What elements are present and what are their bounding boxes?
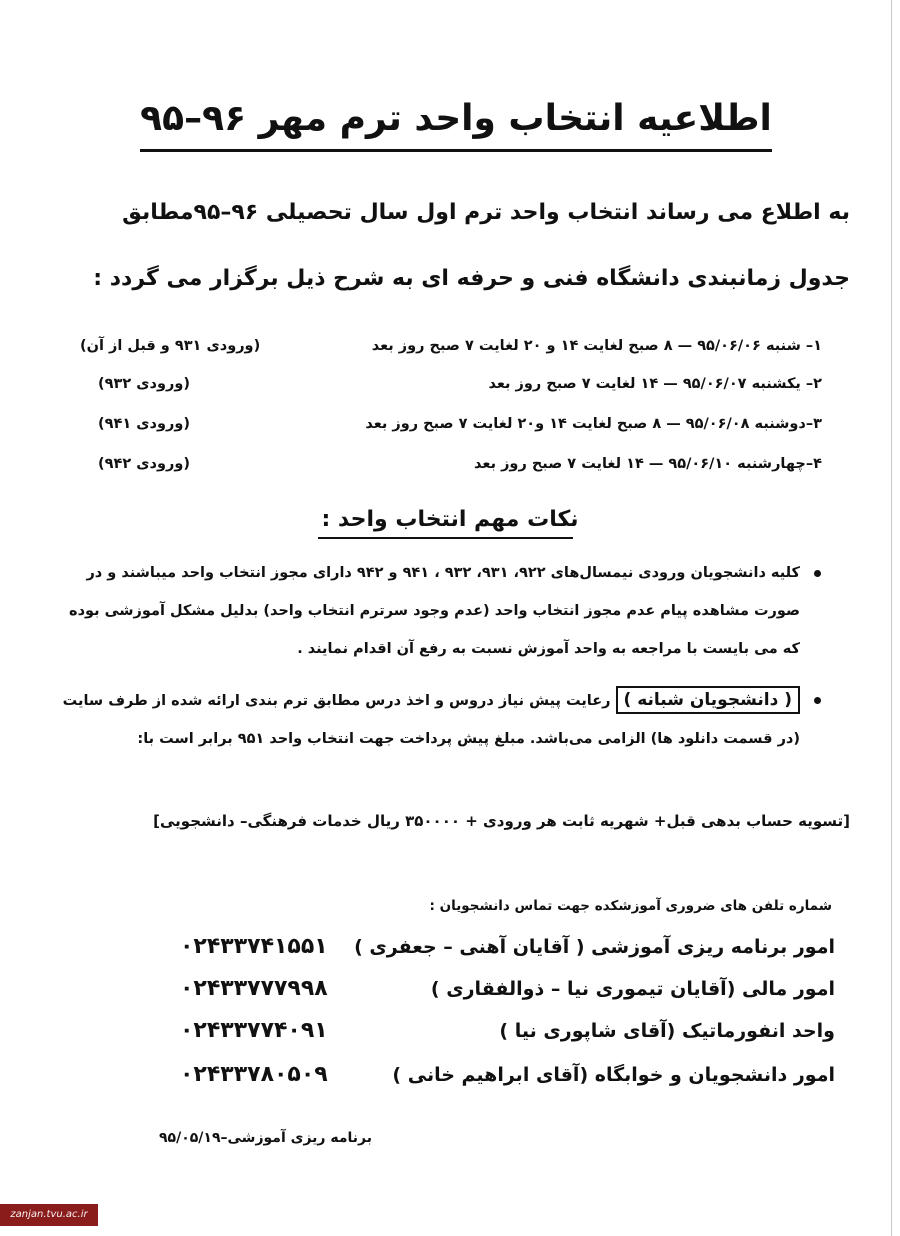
evening-students-label: ( دانشجویان شبانه ) xyxy=(616,686,800,714)
schedule-row-3 xyxy=(80,412,822,442)
note-bullet-1-line-2: صورت مشاهده پیام عدم مجوز انتخاب واحد (عدم وجود سرترم انتخاب واحد) بدلیل مشکل آموزشی بوده xyxy=(69,603,800,619)
schedule-row-4-text: ۴–چهارشنبه ۹۵/۰۶/۱۰ — ۱۴ لغایت ۷ صبح روز بعد xyxy=(474,456,822,472)
phones-heading: شماره تلفن های ضروری آموزشکده جهت تماس دانشجویان : xyxy=(429,898,832,914)
note-bullet-1-line-3: که می بایست با مراجعه به واحد آموزش نسبت به رفع آن اقدام نمایند . xyxy=(297,641,800,657)
schedule-row-4-note: (ورودی ۹۴۲) xyxy=(98,456,190,472)
note-bullet-2-line-2: (در قسمت دانلود ها) الزامی می‌باشد. مبلغ پیش پرداخت جهت انتخاب واحد ۹۵۱ برابر است با: xyxy=(137,731,800,747)
notes-heading-underline xyxy=(318,537,573,539)
site-watermark: zanjan.tvu.ac.ir xyxy=(0,1204,98,1226)
phone-row-1-label: امور برنامه ریزی آموزشی ( آقایان آهنی – جعفری ) xyxy=(354,936,835,958)
schedule-row-2 xyxy=(80,372,822,402)
title-underline xyxy=(140,149,772,152)
schedule-row-1 xyxy=(80,334,822,364)
bullet-dot-2 xyxy=(814,697,821,704)
fee-statement: [تسویه حساب بدهی قبل+ شهریه ثابت هر ورودی + ۳۵۰۰۰۰ ریال خدمات فرهنگی– دانشجویی] xyxy=(153,812,850,830)
phone-row-4 xyxy=(180,1058,835,1098)
phone-row-2-label: امور مالی (آقایان تیموری نیا – ذوالفقاری ) xyxy=(430,978,835,1000)
phone-row-3-label: واحد انفورماتیک (آقای شاپوری نیا ) xyxy=(499,1020,835,1042)
schedule-row-1-text: ۱– شنبه ۹۵/۰۶/۰۶ — ۸ صبح لغایت ۱۴ و ۲۰ لغایت ۷ صبح روز بعد xyxy=(371,338,822,354)
schedule-row-4 xyxy=(80,452,822,482)
phone-row-3 xyxy=(180,1014,835,1054)
phone-row-4-number: ۰۲۴۳۳۷۸۰۵۰۹ xyxy=(180,1062,328,1087)
phone-row-3-number: ۰۲۴۳۳۷۷۴۰۹۱ xyxy=(180,1018,328,1043)
phone-row-2 xyxy=(180,972,835,1012)
intro-line-1: به اطلاع می رساند انتخاب واحد ترم اول سال تحصیلی ۹۶–۹۵مطابق xyxy=(122,200,850,225)
note-bullet-2-line-1-text: رعایت پیش نیاز دروس و اخذ درس مطابق ترم بندی ارائه شده از طرف سایت xyxy=(62,693,616,709)
schedule-row-2-text: ۲– یکشنبه ۹۵/۰۶/۰۷ — ۱۴ لغایت ۷ صبح روز بعد xyxy=(488,376,822,392)
note-bullet-2-line-1 xyxy=(62,682,800,720)
note-bullet-1-line-1: کلیه دانشجویان ورودی نیمسال‌های ۹۲۲، ۹۳۱، ۹۳۲ ، ۹۴۱ و ۹۴۲ دارای مجوز انتخاب واحد میباشند و در xyxy=(86,565,800,581)
page-edge-line xyxy=(891,0,892,1236)
signature-line: برنامه ریزی آموزشی–۹۵/۰۵/۱۹ xyxy=(159,1130,372,1146)
note-bullet-1 xyxy=(70,554,800,668)
schedule-row-2-note: (ورودی ۹۳۲) xyxy=(98,376,190,392)
note-bullet-2 xyxy=(62,682,800,758)
phone-row-1 xyxy=(180,930,835,970)
notes-heading: نکات مهم انتخاب واحد : xyxy=(321,507,579,532)
phone-row-4-label: امور دانشجویان و خوابگاه (آقای ابراهیم خانی ) xyxy=(392,1064,835,1086)
intro-line-2: جدول زمانبندی دانشگاه فنی و حرفه ای به شرح ذیل برگزار می گردد : xyxy=(93,266,850,291)
phone-row-2-number: ۰۲۴۳۳۷۷۷۹۹۸ xyxy=(180,976,328,1001)
phone-row-1-number: ۰۲۴۳۳۷۴۱۵۵۱ xyxy=(180,934,328,959)
schedule-row-1-note: (ورودی ۹۳۱ و قبل از آن) xyxy=(80,338,261,354)
bullet-dot-1 xyxy=(814,570,821,577)
page-title: اطلاعیه انتخاب واحد ترم مهر ۹۶–۹۵ xyxy=(140,98,772,139)
schedule-row-3-text: ۳–دوشنبه ۹۵/۰۶/۰۸ — ۸ صبح لغایت ۱۴ و۲۰ لغایت ۷ صبح روز بعد xyxy=(365,416,822,432)
schedule-row-3-note: (ورودی ۹۴۱) xyxy=(98,416,190,432)
